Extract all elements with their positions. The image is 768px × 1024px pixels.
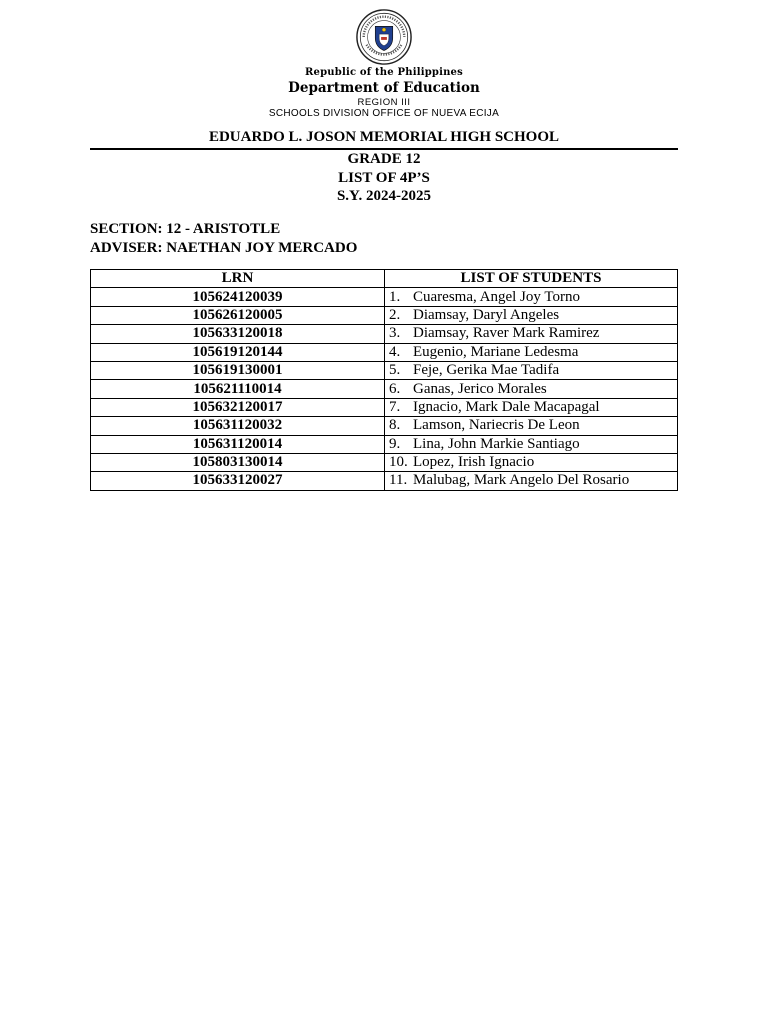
student-cell [385,417,678,435]
student-cell [385,325,678,343]
student-cell [385,453,678,471]
lrn-cell: 105803130014 [91,453,385,471]
lrn-cell: 105619120144 [91,343,385,361]
lrn-cell: 105624120039 [91,288,385,306]
table-row [91,417,678,435]
student-number: 1. [389,288,401,305]
student-number: 9. [389,435,401,452]
student-number: 4. [389,343,401,360]
lrn-cell: 105619130001 [91,361,385,379]
student-number: 3. [389,325,401,342]
table-row [91,325,678,343]
lrn-cell: 105626120005 [91,306,385,324]
region-label: REGION III [357,97,411,108]
table-row [91,398,678,416]
deped-seal-icon [355,8,413,66]
student-number: 8. [389,417,401,434]
department-label: Department of Education [288,80,480,96]
student-cell [385,380,678,398]
lrn-header: LRN [91,270,385,288]
student-number: 2. [389,306,401,323]
student-cell [385,361,678,379]
lrn-cell: 105632120017 [91,398,385,416]
student-name: Diamsay, Daryl Angeles [413,306,560,323]
table-row [91,453,678,471]
table-row [91,435,678,453]
table-row [91,343,678,361]
student-name: Feje, Gerika Mae Tadifa [413,362,560,379]
lrn-cell: 105633120027 [91,472,385,490]
student-name: Ganas, Jerico Morales [413,380,547,397]
student-name: Malubag, Mark Angelo Del Rosario [413,472,630,489]
section-info [90,220,357,258]
student-name: Diamsay, Raver Mark Ramirez [413,325,600,342]
student-number: 6. [389,380,401,397]
table-header-row [91,270,678,288]
student-name: Cuaresma, Angel Joy Torno [413,288,580,305]
section-label: SECTION: 12 - ARISTOTLE [90,221,281,237]
grade-label: GRADE 12 [347,151,421,167]
student-number: 10. [389,454,408,471]
table-row [91,472,678,490]
student-name: Lamson, Nariecris De Leon [413,417,580,434]
student-name: Ignacio, Mark Dale Macapagal [413,398,600,415]
table-body [91,288,678,490]
student-name: Eugenio, Mariane Ledesma [413,343,579,360]
letterhead [0,8,768,119]
table-row [91,306,678,324]
student-name: Lina, John Markie Santiago [413,435,580,452]
student-cell [385,398,678,416]
student-number: 5. [389,362,401,379]
table-row [91,288,678,306]
table-row [91,380,678,398]
adviser-label: ADVISER: NAETHAN JOY MERCADO [90,240,358,256]
student-cell [385,306,678,324]
list-title: LIST OF 4P’S [338,169,430,186]
student-cell [385,472,678,490]
student-cell [385,343,678,361]
lrn-cell: 105633120018 [91,325,385,343]
student-number: 7. [389,398,401,415]
division-label: SCHOOLS DIVISION OFFICE OF NUEVA ECIJA [268,108,500,119]
student-name: Lopez, Irish Ignacio [413,454,535,471]
student-number: 11. [389,472,408,489]
table-row [91,361,678,379]
students-header: LIST OF STUDENTS [385,270,678,288]
students-table [90,269,678,491]
lrn-cell: 105631120032 [91,417,385,435]
republic-label: Republic of the Philippines [305,67,463,78]
school-year: S.Y. 2024-2025 [336,188,432,204]
lrn-cell: 105631120014 [91,435,385,453]
student-cell [385,435,678,453]
document-titles [90,150,678,206]
school-name: EDUARDO L. JOSON MEMORIAL HIGH SCHOOL [208,129,560,145]
lrn-cell: 105621110014 [91,380,385,398]
student-cell [385,288,678,306]
